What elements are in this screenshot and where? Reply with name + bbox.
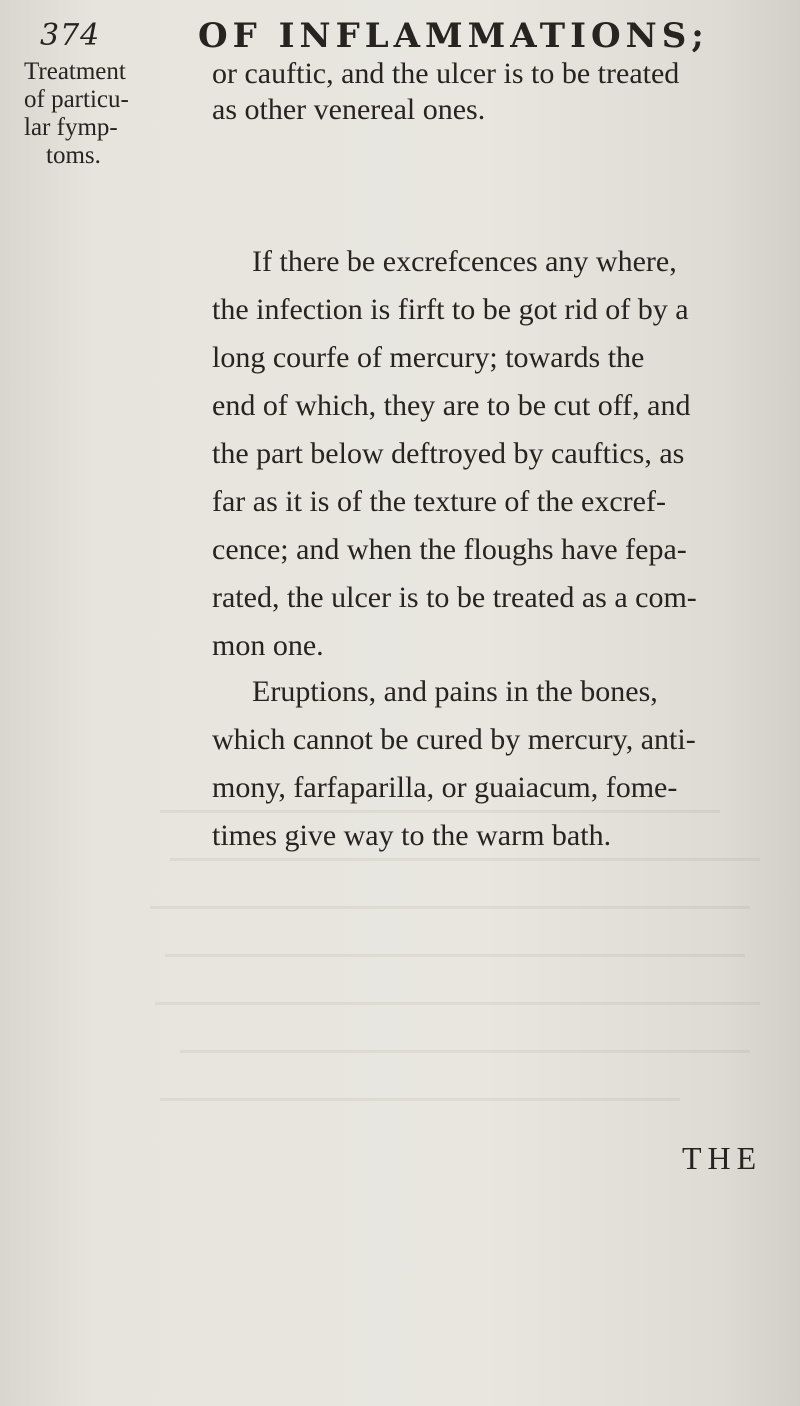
text-line: the part below deftroyed by cauftics, as (212, 437, 685, 470)
text-line: the infection is firft to be got rid of by a (212, 293, 689, 326)
text-line: mon one. (212, 629, 324, 662)
paragraph-3 (212, 668, 772, 860)
text-line: If there be excrefcences any where, (252, 245, 677, 278)
margin-note-line: Treatment (24, 58, 126, 85)
text-line: long courfe of mercury; towards the (212, 341, 645, 374)
text-line: end of which, they are to be cut off, and (212, 389, 691, 422)
text-line: mony, farfaparilla, or guaiacum, fome- (212, 771, 678, 804)
paragraph-1 (212, 56, 772, 128)
running-title: OF INFLAMMATIONS; (198, 16, 709, 56)
text-line: far as it is of the texture of the excref- (212, 485, 666, 518)
catchword: THE (682, 1140, 763, 1176)
text-line: cence; and when the floughs have fepa- (212, 533, 687, 566)
paragraph-2 (212, 238, 772, 670)
text-line: as other venereal ones. (212, 93, 486, 126)
text-line: or cauftic, and the ulcer is to be treated (212, 57, 680, 90)
margin-note-line: lar fymp- (24, 114, 118, 141)
margin-note-line: toms. (46, 142, 101, 169)
text-line: times give way to the warm bath. (212, 819, 612, 852)
page-number: 374 (40, 18, 101, 53)
margin-note-line: of particu- (24, 86, 129, 113)
page-header (0, 10, 800, 58)
margin-note (24, 58, 144, 170)
text-line: rated, the ulcer is to be treated as a com- (212, 581, 697, 614)
text-line: which cannot be cured by mercury, anti- (212, 723, 696, 756)
text-line: Eruptions, and pains in the bones, (252, 675, 658, 708)
